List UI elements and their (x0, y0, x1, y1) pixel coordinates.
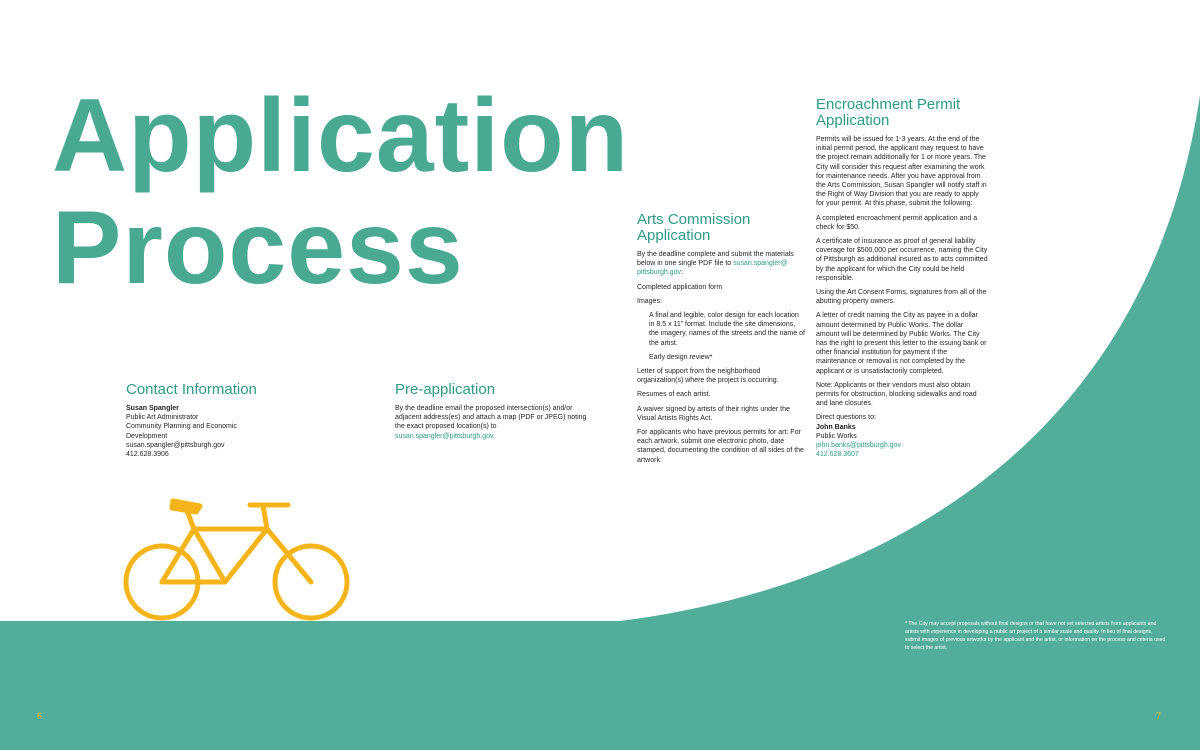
questions-contact-name: John Banks (816, 423, 856, 431)
page-number-left: 6 (37, 711, 43, 721)
encroachment-paragraph: A completed encroachment permit application and a check for $50. (816, 214, 978, 231)
encroachment-heading: Encroachment Permit Application (816, 96, 961, 129)
encroachment-paragraph: Using the Art Consent Forms, signatures from all of the abutting property owners. (816, 289, 987, 306)
encroachment-paragraph: Permits will be issued for 1-3 years. At the end of the initial permit period, the applicant may request to have the project remain additionally for 1 or more years. The City will consider this request after examining the work for maintenance needs. After you have approval from the Arts Commission, Susan Spangler will notify staff in the Right of Way Division that you are ready to apply for your permit. At this phase, submit the following: (816, 136, 987, 208)
encroachment-paragraph: Note: Applicants or their vendors must also obtain permits for obstruction, blocking sidewalks and road and lane closures. (816, 381, 977, 408)
encroachment-paragraph: A certificate of insurance as proof of general liability coverage for $500,000 per occurrence, naming the City of Pittsburgh as additional insured as to acts committed by the applicant for which the City could be held responsible. (816, 238, 988, 282)
preapp-heading: Pre-application (395, 381, 496, 398)
questions-contact-dept: Public Works (816, 432, 857, 440)
questions-contact-phone: 412.628.3607 (816, 451, 859, 459)
encroachment-permit-section (816, 97, 988, 460)
contact-phone: 412.628.3906 (126, 451, 169, 459)
arts-intro: By the deadline complete and submit the materials below in one single PDF file to susan.spangler@ pittsburgh.gov: (637, 251, 794, 277)
arts-email-link[interactable]: susan.spangler@ pittsburgh.gov (637, 260, 788, 277)
contact-information-section (126, 382, 326, 459)
contact-department: Community Planning and Economic (126, 423, 237, 431)
bicycle-illustration (126, 501, 347, 618)
footnote: * The City may accept proposals without final designs or that have not yet selected artists from applicants and artists with experience in developing a public art project of a similar scale and quality. In lieu of final designs, submit images of previous artworks by the applicant and the artist, or information on the process and criteria used to select the artist. (905, 621, 1166, 651)
arts-item-indented: Early design review* (649, 353, 713, 361)
contact-title: Public Art Administrator (126, 414, 199, 422)
arts-item: Resumes of each artist. (637, 391, 711, 399)
arts-item: Images: (637, 297, 662, 305)
page-number-right: 7 (1156, 711, 1162, 721)
encroachment-paragraph: A letter of credit naming the City as payee in a dollar amount determined by Public Works. The dollar amount will be determined by Public Works. The City has the right to present this letter to the issuing bank or other financial institution for payment if the maintenance or removal is not completed by the applicant or is unsatisfactorily completed. (816, 312, 987, 375)
questions-label: Direct questions to: (816, 414, 876, 422)
arts-item: For applicants who have previous permits for art: For each artwork, submit one electronic photo, date stamped, documenting the condition of all sides of the artwork. (637, 429, 804, 464)
arts-item-indented: A final and legible, color design for each location in 8.5 x 11” format. Include the site dimensions, the imagery, names of the streets and the name of the artist. (649, 312, 805, 347)
pre-application-section (395, 382, 595, 446)
arts-heading: Arts Commission Application (637, 211, 751, 244)
contact-department-cont: Development (126, 432, 168, 440)
preapp-email-link[interactable]: susan.spangler@pittsburgh.gov. (395, 432, 495, 440)
questions-contact-email[interactable]: john.banks@pittsburgh.gov (816, 442, 901, 450)
contact-name: Susan Spangler (126, 405, 179, 412)
page-title-line-1: Application (52, 78, 630, 194)
contact-heading: Contact Information (126, 381, 257, 398)
arts-commission-section (637, 212, 805, 470)
arts-item: Completed application form (637, 283, 723, 291)
page-title-line-2: Process (52, 190, 464, 306)
preapp-text: By the deadline email the proposed intersection(s) and/or adjacent address(es) and attach a map (PDF or JPEG) noting the exact proposed location(s) to susan.spangler@pittsburgh.gov. (395, 405, 587, 440)
arts-item: A waiver signed by artists of their rights under the Visual Artists Rights Act. (637, 405, 790, 422)
arts-item: Letter of support from the neighborhood organization(s) where the project is occurring. (637, 368, 779, 385)
contact-email[interactable]: susan.spangler@pittsburgh.gov (126, 441, 225, 449)
